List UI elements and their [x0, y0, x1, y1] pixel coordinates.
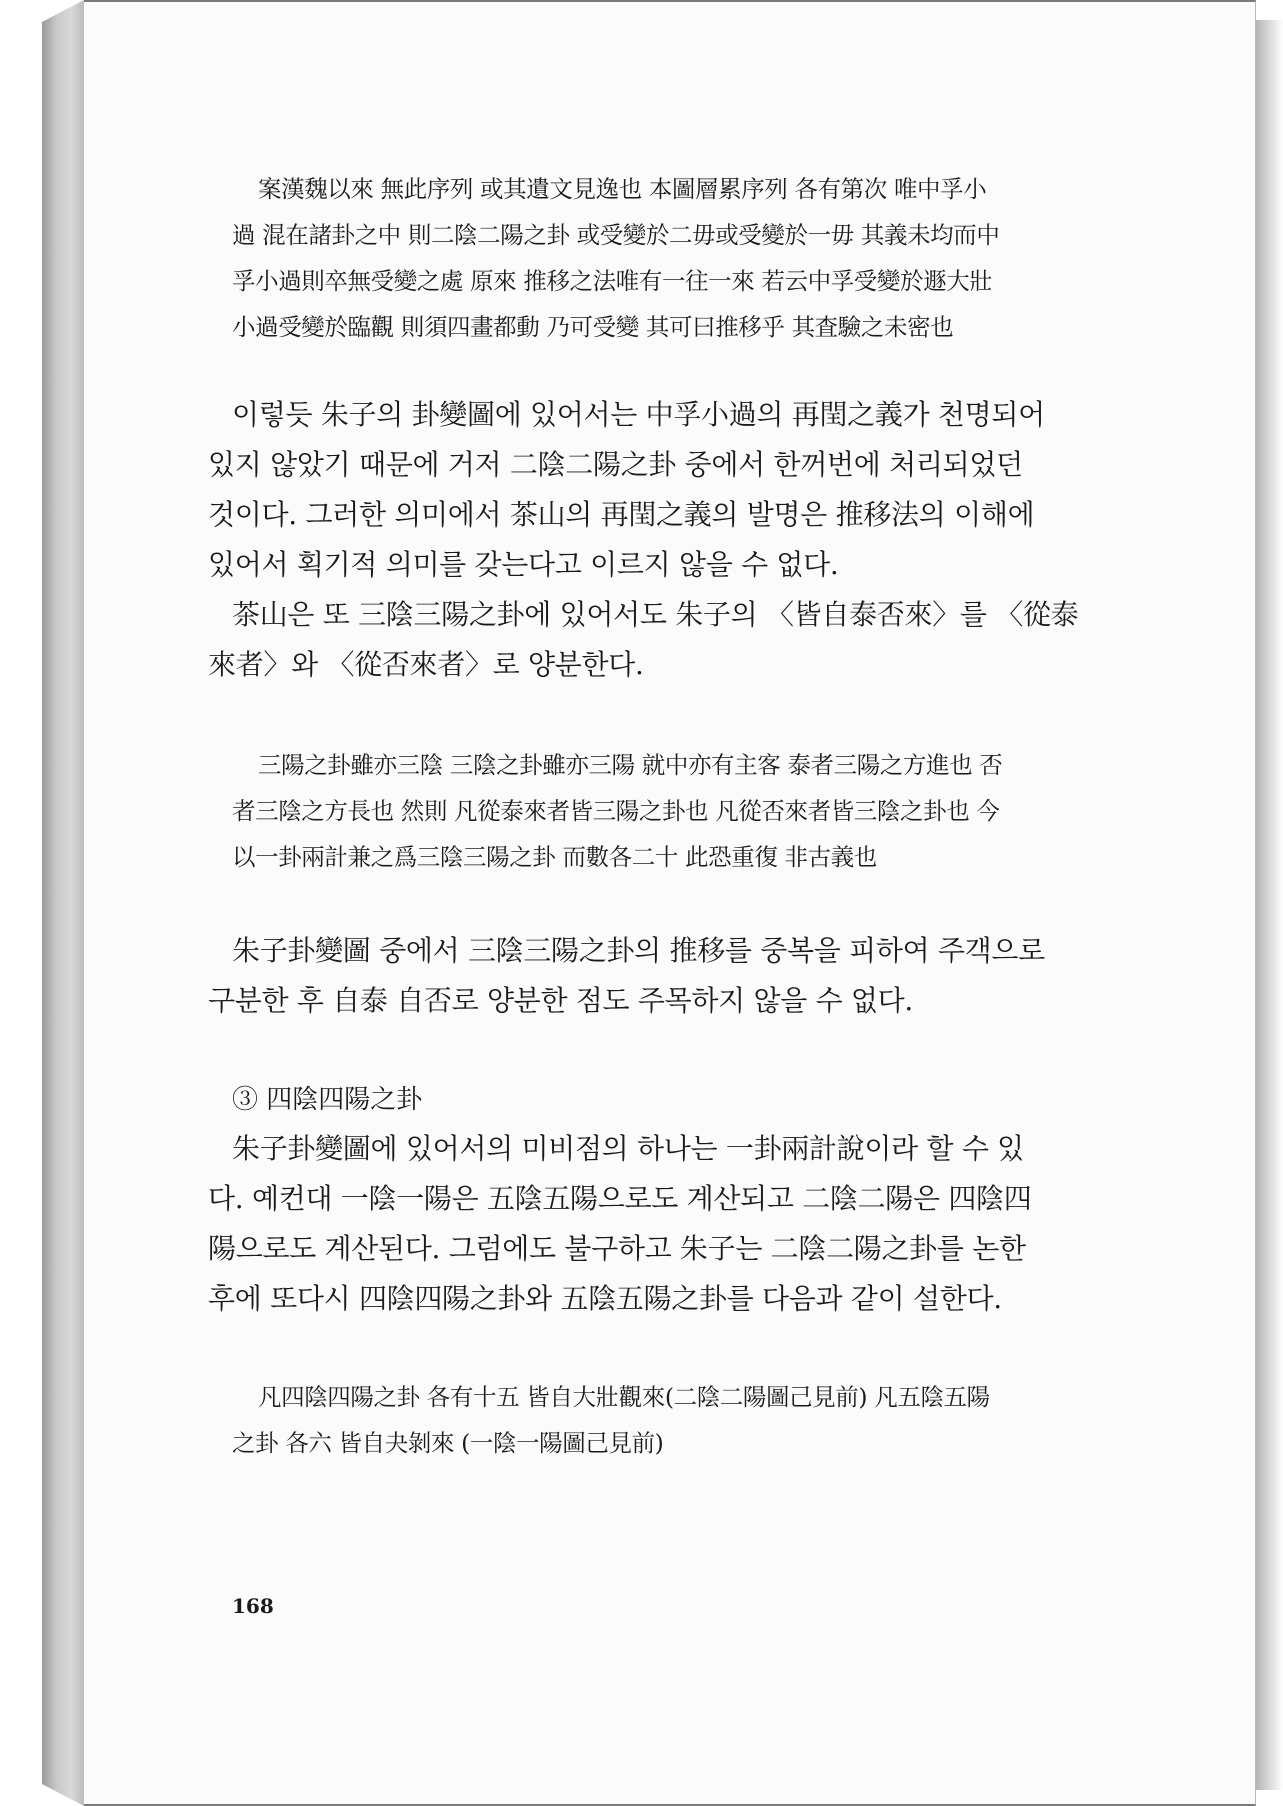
quote-line: 案漢魏以來 無此序列 或其遺文見逸也 本圖層累序列 各有第次 唯中孚小 [258, 175, 987, 203]
paragraph-2 [208, 926, 1128, 1026]
quotation-block-3 [232, 1374, 1112, 1466]
text-line: 朱子卦變圖 중에서 三陰三陽之卦의 推移를 중복을 피하여 주객으로 [232, 934, 1045, 967]
text-line: 있어서 획기적 의미를 갖는다고 이르지 않을 수 없다. [208, 548, 839, 581]
quote-line: 過 混在諸卦之中 則二陰二陽之卦 或受變於二毋或受變於一毋 其義未均而中 [232, 221, 1000, 249]
quote-line: 之卦 各六 皆自夬剝來 (一陰一陽圖己見前) [232, 1429, 664, 1457]
text-line: 다. 예컨대 一陰一陽은 五陰五陽으로도 계산되고 二陰二陽은 四陰四 [208, 1182, 1032, 1215]
quote-line: 凡四陰四陽之卦 各有十五 皆自大壯觀來(二陰二陽圖己見前) 凡五陰五陽 [258, 1383, 990, 1411]
text-line: 이렇듯 朱子의 卦變圖에 있어서는 中孚小過의 再閏之義가 천명되어 [232, 398, 1045, 431]
page-shadow [1256, 20, 1283, 1790]
quote-line: 孚小過則卒無受變之處 原來 推移之法唯有一往一來 若云中孚受變於遯大壯 [232, 267, 993, 295]
quotation-block-1 [232, 166, 1112, 350]
page-number: 168 [232, 1594, 274, 1618]
paragraph-1 [208, 390, 1128, 690]
book-page [84, 0, 1256, 1806]
quotation-block-2 [232, 742, 1112, 880]
text-line: 來者〉와 〈從否來者〉로 양분한다. [208, 648, 644, 681]
section-heading: ③ 四陰四陽之卦 [232, 1085, 423, 1115]
quote-line: 三陽之卦雖亦三陰 三陰之卦雖亦三陽 就中亦有主客 泰者三陽之方進也 否 [258, 751, 1003, 779]
quote-line: 小過受變於臨觀 則須四畫都動 乃可受變 其可曰推移乎 其査驗之未密也 [232, 313, 954, 341]
text-line: 陽으로도 계산된다. 그럼에도 불구하고 朱子는 二陰二陽之卦를 논한 [208, 1232, 1026, 1265]
text-line: 구분한 후 自泰 自否로 양분한 점도 주목하지 않을 수 없다. [208, 984, 914, 1017]
quote-line: 者三陰之方長也 然則 凡從泰來者皆三陽之卦也 凡從否來者皆三陰之卦也 今 [232, 797, 1000, 825]
text-line: 것이다. 그러한 의미에서 茶山의 再閏之義의 발명은 推移法의 이해에 [208, 498, 1035, 531]
paragraph-3 [208, 1124, 1128, 1324]
book-spine [42, 0, 84, 1806]
quote-line: 以一卦兩計兼之爲三陰三陽之卦 而數各二十 此恐重復 非古義也 [232, 843, 877, 871]
text-line: 朱子卦變圖에 있어서의 미비점의 하나는 一卦兩計說이라 할 수 있 [232, 1132, 1024, 1165]
text-line: 있지 않았기 때문에 거저 二陰二陽之卦 중에서 한꺼번에 처리되었던 [208, 448, 1023, 481]
text-line: 茶山은 또 三陰三陽之卦에 있어서도 朱子의 〈皆自泰否來〉를 〈從泰 [232, 598, 1079, 631]
text-line: 후에 또다시 四陰四陽之卦와 五陰五陽之卦를 다음과 같이 설한다. [208, 1282, 1002, 1315]
